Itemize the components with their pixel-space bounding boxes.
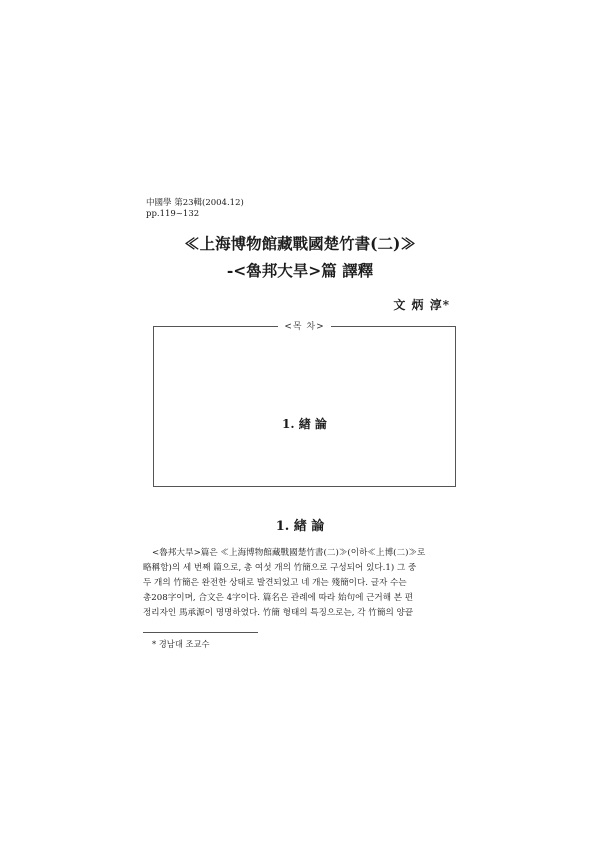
paper-subtitle: -<魯邦大旱>篇 譯釋 bbox=[226, 261, 374, 280]
page-range: pp.119~132 bbox=[146, 209, 200, 219]
section-heading: 1. 緖 論 bbox=[275, 519, 325, 534]
body-line: 정리자인 馬承源이 명명하였다. 竹簡 형태의 특징으로는, 각 竹簡의 양끝 bbox=[143, 608, 414, 618]
toc-label-text: <목 차> bbox=[278, 322, 330, 332]
footnote-divider bbox=[143, 632, 258, 633]
body-line: 略稱함)의 세 번째 篇으로, 총 여섯 개의 竹簡으로 구성되어 있다.1) 그 중 bbox=[143, 563, 417, 573]
author-name: 文 炳 淳* bbox=[393, 298, 450, 312]
toc-label bbox=[154, 319, 455, 332]
journal-info: 中國學 第23輯(2004.12) bbox=[146, 198, 244, 208]
toc-item: 1. 緖 論 bbox=[282, 417, 327, 431]
body-paragraph bbox=[143, 546, 456, 621]
body-line: 총208字이며, 合文은 4字이다. 篇名은 관례에 따라 始句에 근거해 본 편 bbox=[143, 593, 414, 603]
footnote: * 경남대 조교수 bbox=[152, 639, 210, 649]
journal-meta bbox=[146, 198, 244, 220]
table-of-contents bbox=[153, 322, 456, 487]
paper-title: ≪上海博物館藏戰國楚竹書(二)≫ bbox=[184, 234, 416, 253]
body-line: <魯邦大旱>篇은 ≪上海博物館藏戰國楚竹書(二)≫(이하≪上博(二)≫로 bbox=[152, 548, 426, 558]
body-line: 두 개의 竹簡은 완전한 상태로 발견되었고 네 개는 殘簡이다. 글자 수는 bbox=[143, 578, 407, 588]
